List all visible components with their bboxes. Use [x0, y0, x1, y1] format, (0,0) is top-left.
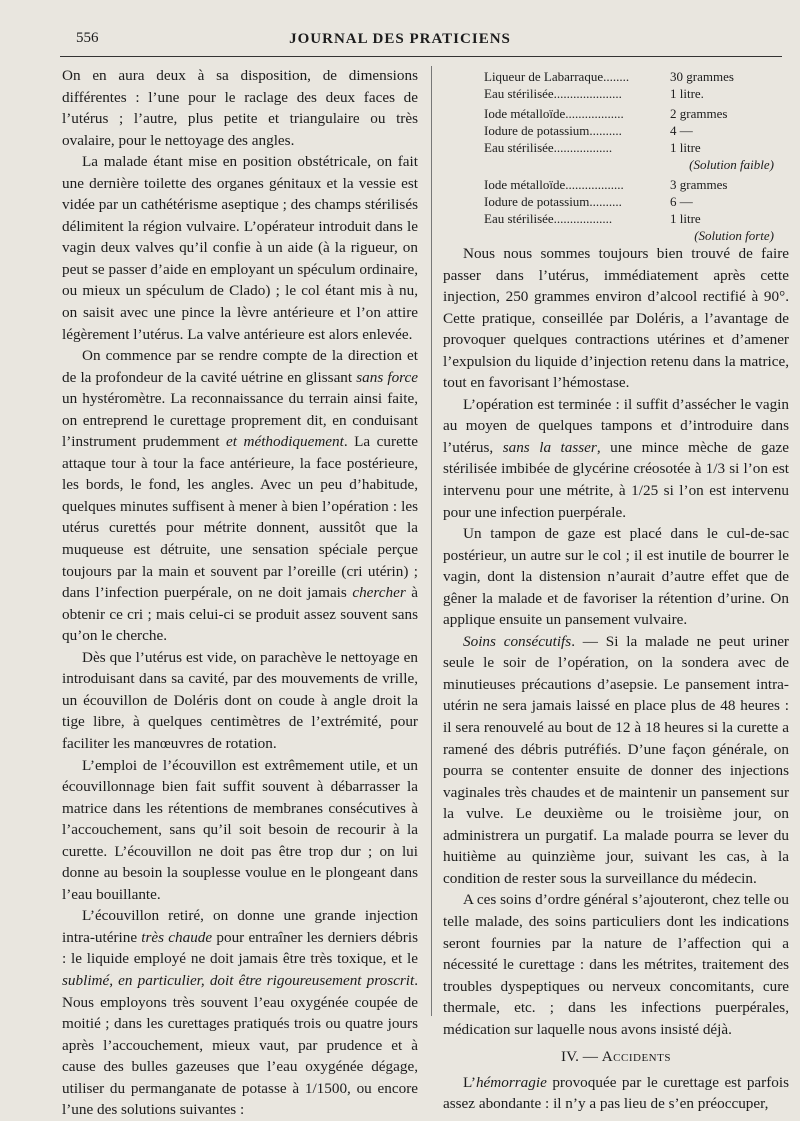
formula-row: [484, 139, 774, 156]
italic-text: chercher: [352, 584, 406, 602]
paragraph: A ces soins d’ordre général s’ajouteront, chez telle ou telle malade, des soins particuliers dont les indications seront fournies par la nature de l’affection qui a nécessité le curettage : dans les métrites, traitement des troubles dyspeptiques ou nerveux concomitants, cure thermale, etc. ; dans les infections puerpérales, médication sur laquelle nous avons insisté déjà.: [443, 891, 789, 1038]
ingredient-quantity: 1 litre.: [670, 86, 704, 101]
ingredient-name: Eau stérilisée..................: [484, 140, 613, 155]
italic-text: très chaude: [141, 928, 213, 946]
ingredient-name: Liqueur de Labarraque........: [484, 69, 630, 84]
ingredient-name: Eau stérilisée.....................: [484, 86, 622, 101]
ingredient-quantity: 2 grammes: [670, 106, 728, 121]
paragraph: L’opération est terminée : il suffit d’assécher le vagin au moyen de quelques tampons et d’introduire dans l’utérus, sans la tasser, une mince mèche de gaze stérilisée imbibée de glycérine créosotée à 1/3 si l’on est intervenu pour une métrite, à 1/25 si l’on est intervenu pour une infection puerpérale.: [443, 395, 789, 521]
ingredient-quantity: 1 litre: [670, 140, 701, 155]
italic-text: Soins consécutifs: [463, 632, 572, 650]
solution-label: (Solution faible): [689, 157, 774, 172]
paragraph: Soins consécutifs. — Si la malade ne peut uriner seule le soir de l’opération, on la sondera avec de minutieuses précautions d’asepsie. Le pansement intra-utérin ne sera jamais laissé en place plus de 48 heures : il sera renouvelé au bout de 12 à 18 heures si la curette a ramené des débris putréfiés. D’une façon générale, on pourra se contenter ensuite de donner des injections vaginales très chaudes et de maintenir un pansement sur la vulve. Le deuxième ou le troisième jour, on administrera un purgatif. La malade pourra se lever du huitième au quinzième jour, suivant les cas, à la condition de rester sous la surveillance du médecin.: [443, 632, 789, 887]
italic-text: sans force: [356, 368, 418, 386]
formula-row: [484, 193, 774, 210]
italic-text: sans la tasser: [502, 438, 597, 456]
paragraph: On en aura deux à sa disposition, de dimensions différentes : l’une pour le raclage des deux faces de l’utérus ; l’autre, plus petite et triangulaire ou très ovalaire, pour le nettoyage des angles.: [62, 67, 418, 149]
formula-solution-faible: [484, 105, 774, 173]
section-title: Accidents: [601, 1048, 671, 1066]
ingredient-name: Iode métalloïde..................: [484, 106, 624, 121]
formula-row: [484, 176, 774, 193]
right-column: [443, 243, 789, 1115]
ingredient-name: Iode métalloïde..................: [484, 177, 624, 192]
ingredient-name: Iodure de potassium..........: [484, 123, 622, 138]
paragraph: Nous nous sommes toujours bien trouvé de faire passer dans l’utérus, immédiatement après cette injection, 250 grammes environ d’alcool rectifié à 90°. Cette pratique, conseillée par Doléris, a l’avantage de provoquer quelques contractions utérines et d’amener l’expulsion du liquide d’injection retenu dans la matrice, tout en favorisant l’hémostase.: [443, 245, 789, 392]
column-divider: [431, 66, 432, 1016]
ingredient-quantity: 6 —: [670, 194, 693, 209]
paragraph: Dès que l’utérus est vide, on parachève le nettoyage en introduisant dans sa cavité, par des mouvements de vrille, un écouvillon de Doléris dont on coude à angle droit la tige libre, à quelques centimètres de l’extrémité, pour faciliter les manœuvres de rotation.: [62, 648, 418, 752]
italic-text: et méthodiquement: [226, 433, 344, 451]
solution-label: (Solution forte): [694, 228, 774, 243]
formula-row: [484, 85, 774, 102]
formula-row: [484, 105, 774, 122]
ingredient-name: Eau stérilisée..................: [484, 211, 613, 226]
page-number: 556: [76, 30, 99, 46]
section-heading: [443, 1046, 789, 1068]
paragraph: L’hémorragie provoquée par le curettage est parfois assez abondante : il n’y a pas lieu de s’en préoccuper,: [443, 1073, 789, 1113]
italic-text: sublimé, en particulier, doit être rigoureusement proscrit: [62, 971, 415, 989]
ingredient-quantity: 4 —: [670, 123, 693, 138]
header-rule: [60, 56, 782, 57]
ingredient-quantity: 1 litre: [670, 211, 701, 226]
paragraph: L’emploi de l’écouvillon est extrêmement utile, et un écouvillonnage bien fait suffit souvent à débarrasser la matrice dans les rétentions de membranes consécutives à l’accouchement, sans qu’il soit besoin de recourir à la curette. L’écouvillon ne doit pas être trop dur ; on lui donne au besoin la souplesse voulue en le plongeant dans l’eau bouillante.: [62, 756, 418, 903]
paragraph: L’écouvillon retiré, on donne une grande injection intra-utérine très chaude pour entraîner les derniers débris : le liquide employé ne doit jamais être très toxique, et le sublimé, en particulier, doit être rigoureusement proscrit. Nous employons très souvent l’eau oxygénée coupée de moitié ; dans les curettages pratiqués trois ou quatre jours après l’accouchement, mieux vaut, par prudence et à cause des bulles gazeuses que l’eau oxygénée dégage, utiliser du permanganate de potasse à 1/1500, ou encore l’une des solutions suivantes :: [62, 907, 418, 1119]
section-number: IV. —: [561, 1048, 598, 1066]
formula-row: [484, 210, 774, 227]
italic-text: hémorragie: [475, 1073, 547, 1091]
formula-labarraque: [484, 68, 774, 102]
journal-title: JOURNAL DES PRATICIENS: [289, 31, 511, 47]
ingredient-name: Iodure de potassium..........: [484, 194, 622, 209]
ingredient-quantity: 3 grammes: [670, 177, 728, 192]
paragraph: On commence par se rendre compte de la direction et de la profondeur de la cavité uétrine en glissant sans force un hystéromètre. La reconnaissance du terrain ainsi faite, on entreprend le curettage proprement dit, en conduisant l’instrument prudemment et méthodiquement. La curette attaque tour à tour la face antérieure, la face postérieure, les bords, le fond, les angles. Avec un peu d’habitude, quelques minutes suffisent à mener à bien l’opération : les utérus curettés pour métrite donnent, aussitôt que la muqueuse est détruite, une sensation spéciale perçue toujours par la main et souvent par l’oreille (cri utérin) ; dans l’infection puerpérale, on ne doit jamais chercher à obtenir ce cri ; mais celui-ci se produit assez souvent sans qu’on le cherche.: [62, 347, 418, 645]
formula-row: [484, 122, 774, 139]
formula-solution-forte: [484, 176, 774, 244]
formula-row: [484, 68, 774, 85]
ingredient-quantity: 30 grammes: [670, 69, 734, 84]
paragraph: Un tampon de gaze est placé dans le cul-de-sac postérieur, un autre sur le col ; il est inutile de bourrer le vagin, dont la distension n’aurait d’autre effet que de gêner la malade et de favoriser la rétention d’urine. On applique ensuite un pansement vulvaire.: [443, 525, 789, 629]
left-column: [62, 65, 418, 1121]
paragraph: La malade étant mise en position obstétricale, on fait une dernière toilette des organes génitaux et la vessie est vidée par un cathétérisme aseptique ; des champs stérilisés délimitent la région vulvaire. L’opérateur introduit dans le vagin deux valves qu’il confie à un aide (à la rigueur, on peut se passer d’aide en employant un spéculum ordinaire, ou mieux un spéculum de Clado) ; le col étant mis à nu, on saisit avec une pince la lèvre antérieure et l’on attire légèrement l’utérus. La valve antérieure est alors enlevée.: [62, 153, 418, 343]
